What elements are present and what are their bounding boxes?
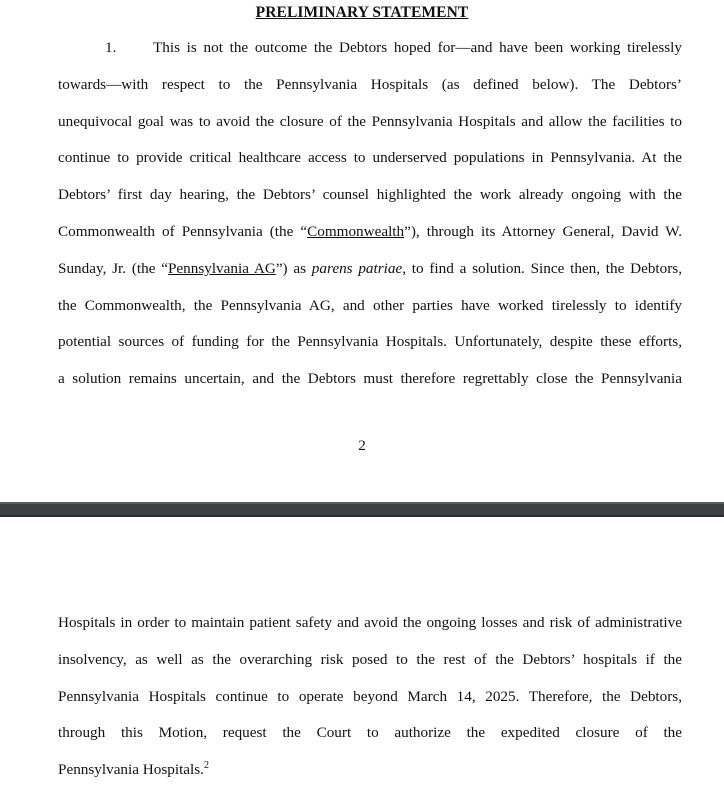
defined-term-commonwealth: Commonwealth [307, 223, 405, 240]
paragraph-line: Pennsylvania Hospitals continue to operate beyond March 14, 2025. Therefore, the Debtors, [58, 688, 682, 705]
text-run: Sunday, Jr. (the “ [58, 260, 168, 277]
paragraph-line: Hospitals in order to maintain patient safety and avoid the ongoing losses and risk of administrative [58, 614, 682, 631]
text-run: Commonwealth of Pennsylvania (the “ [58, 223, 308, 240]
paragraph-line [58, 760, 682, 780]
paragraph-line [58, 222, 682, 242]
paragraph-line: unequivocal goal was to avoid the closure of the Pennsylvania Hospitals and allow the facilities to [58, 113, 682, 130]
text-run: ”), through its Attorney General, David W. [404, 223, 683, 240]
footnote-reference[interactable]: 2 [203, 760, 209, 771]
italic-term: parens patriae [311, 260, 403, 277]
paragraph-number: 1. [105, 39, 117, 56]
paragraph-line: insolvency, as well as the overarching risk posed to the rest of the Debtors’ hospitals if the [58, 651, 682, 668]
text-run: Pennsylvania Hospitals. [58, 761, 204, 778]
paragraph-line: Debtors’ first day hearing, the Debtors’ counsel highlighted the work already ongoing with the [58, 186, 682, 203]
paragraph-line: continue to provide critical healthcare access to underserved populations in Pennsylvania. At the [58, 149, 682, 166]
paragraph-line: a solution remains uncertain, and the Debtors must therefore regrettably close the Pennsylvania [58, 370, 682, 387]
paragraph-line: towards—with respect to the Pennsylvania Hospitals (as defined below). The Debtors’ [58, 76, 682, 93]
defined-term-pennsylvania-ag: Pennsylvania AG [167, 260, 276, 277]
page-number: 2 [358, 437, 366, 454]
section-heading: PRELIMINARY STATEMENT [255, 4, 469, 21]
document-page-bottom [0, 517, 724, 788]
paragraph-line-text: This is not the outcome the Debtors hoped for—and have been working tirelessly [153, 39, 682, 56]
text-run: , to find a solution. Since then, the Debtors, [402, 260, 683, 277]
paragraph-line [58, 259, 682, 279]
page-separator [0, 502, 724, 517]
paragraph-line: the Commonwealth, the Pennsylvania AG, and other parties have worked tirelessly to identify [58, 297, 682, 314]
paragraph-line: through this Motion, request the Court to authorize the expedited closure of the [58, 724, 682, 741]
paragraph-line [105, 38, 682, 58]
text-run: ”) as [275, 260, 312, 277]
paragraph-line: potential sources of funding for the Pennsylvania Hospitals. Unfortunately, despite these efforts, [58, 333, 682, 350]
